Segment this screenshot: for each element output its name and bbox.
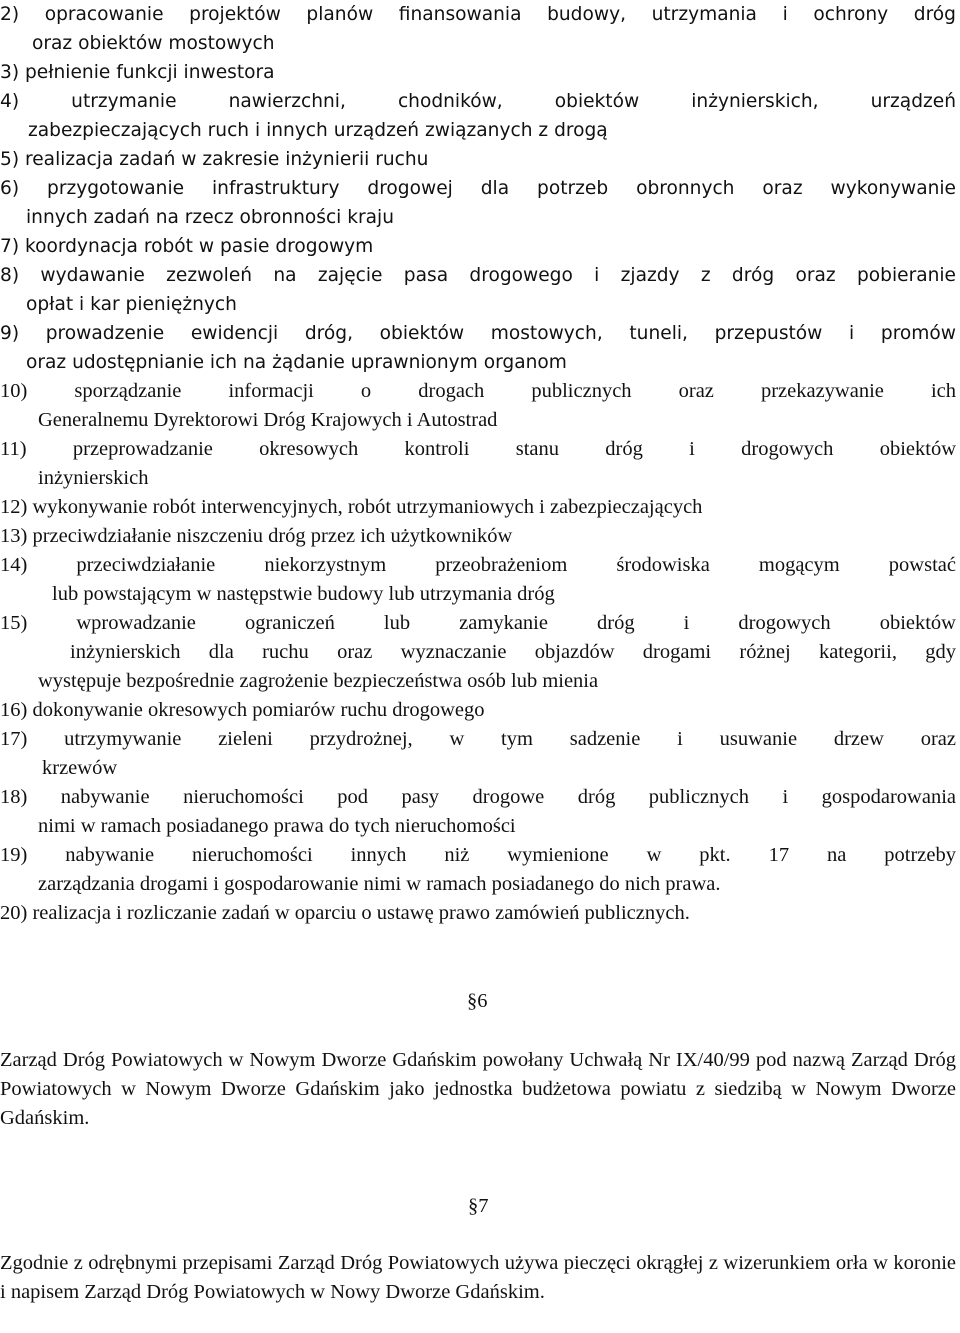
list-item-continuation: opłat i kar pieniężnych <box>26 294 237 315</box>
list-item-continuation: Generalnemu Dyrektorowi Dróg Krajowych i Autostrad <box>38 409 498 431</box>
list-item-continuation: lub powstającym w następstwie budowy lub utrzymania dróg <box>52 583 555 605</box>
list-item-line: 4) utrzymanie nawierzchni, chodników, obiektów inżynierskich, urządzeń <box>0 91 956 112</box>
list-item-continuation: krzewów <box>42 757 118 779</box>
list-item-line: 5) realizacja zadań w zakresie inżynierii ruchu <box>0 149 429 170</box>
list-item-line: 11) przeprowadzanie okresowych kontroli stanu dróg i drogowych obiektów <box>0 438 956 460</box>
list-item-continuation: zabezpieczających ruch i innych urządzeń związanych z drogą <box>28 120 608 141</box>
list-item-line: 9) prowadzenie ewidencji dróg, obiektów mostowych, tuneli, przepustów i promów <box>0 323 956 344</box>
paragraph: Zgodnie z odrębnymi przepisami Zarząd Dróg Powiatowych używa pieczęci okrągłej z wizerunkiem orła w koronie i napisem Zarząd Dróg Powiatowych w Nowy Dworze Gdańskim. <box>0 1252 956 1303</box>
list-item-line: 13) przeciwdziałanie niszczeniu dróg przez ich użytkowników <box>0 525 513 547</box>
list-item <box>0 609 956 696</box>
list-item-continuation: zarządzania drogami i gospodarowanie nimi w ramach posiadanego do nich prawa. <box>38 873 721 895</box>
list-item <box>0 319 956 377</box>
list-item <box>0 87 956 145</box>
list-item-continuation: nimi w ramach posiadanego prawa do tych nieruchomości <box>38 815 516 837</box>
list-item-continuation: innych zadań na rzecz obronności kraju <box>26 207 395 228</box>
list-item-line: 2) opracowanie projektów planów finansowania budowy, utrzymania i ochrony dróg <box>0 4 956 25</box>
list-item <box>0 522 956 551</box>
list-item-line: 6) przygotowanie infrastruktury drogowej dla potrzeb obronnych oraz wykonywanie <box>0 178 956 199</box>
section-heading: §6 <box>467 990 488 1012</box>
section-heading: §7 <box>468 1195 489 1217</box>
list-item-line: 14) przeciwdziałanie niekorzystnym przeobrażeniom środowiska mogącym powstać <box>0 554 956 576</box>
list-item-line: 3) pełnienie funkcji inwestora <box>0 62 275 83</box>
list-item-line: 18) nabywanie nieruchomości pod pasy drogowe dróg publicznych i gospodarowania <box>0 786 956 808</box>
list-item <box>0 232 956 261</box>
list-item-continuation: oraz udostępnianie ich na żądanie uprawnionym organom <box>26 352 567 373</box>
list-item <box>0 783 956 841</box>
list-item <box>0 435 956 493</box>
list-item <box>0 0 956 58</box>
list-item <box>0 696 956 725</box>
list-item <box>0 145 956 174</box>
list-item-line: 15) wprowadzanie ograniczeń lub zamykanie dróg i drogowych obiektów <box>0 612 956 634</box>
paragraph: Zarząd Dróg Powiatowych w Nowym Dworze Gdańskim powołany Uchwałą Nr IX/40/99 pod nazwą Zarząd Dróg Powiatowych w Nowym Dworze Gdańskim jako jednostka budżetowa powiatu z siedzibą w Nowym Dworze Gdańskim. <box>0 1049 956 1129</box>
list-item <box>0 493 956 522</box>
list-item <box>0 551 956 609</box>
list-item <box>0 261 956 319</box>
list-item <box>0 58 956 87</box>
list-item <box>0 174 956 232</box>
list-item-continuation: inżynierskich dla ruchu oraz wyznaczanie objazdów drogami różnej kategorii, gdy <box>70 641 956 663</box>
list-item <box>0 899 956 928</box>
list-item-line: 7) koordynacja robót w pasie drogowym <box>0 236 374 257</box>
list-item-continuation: oraz obiektów mostowych <box>32 33 275 54</box>
list-item-line: 12) wykonywanie robót interwencyjnych, robót utrzymaniowych i zabezpieczających <box>0 496 703 518</box>
list-item-continuation: inżynierskich <box>38 467 149 489</box>
list-item <box>0 841 956 899</box>
list-item-line: 8) wydawanie zezwoleń na zajęcie pasa drogowego i zjazdy z dróg oraz pobieranie <box>0 265 956 286</box>
list-item <box>0 377 956 435</box>
list-item-line: 17) utrzymywanie zieleni przydrożnej, w tym sadzenie i usuwanie drzew oraz <box>0 728 956 750</box>
list-item <box>0 725 956 783</box>
list-item-line: 20) realizacja i rozliczanie zadań w oparciu o ustawę prawo zamówień publicznych. <box>0 902 690 924</box>
list-item-line: 10) sporządzanie informacji o drogach publicznych oraz przekazywanie ich <box>0 380 956 402</box>
list-item-continuation: występuje bezpośrednie zagrożenie bezpieczeństwa osób lub mienia <box>38 670 599 692</box>
list-item-line: 16) dokonywanie okresowych pomiarów ruchu drogowego <box>0 699 485 721</box>
list-item-line: 19) nabywanie nieruchomości innych niż wymienione w pkt. 17 na potrzeby <box>0 844 956 866</box>
